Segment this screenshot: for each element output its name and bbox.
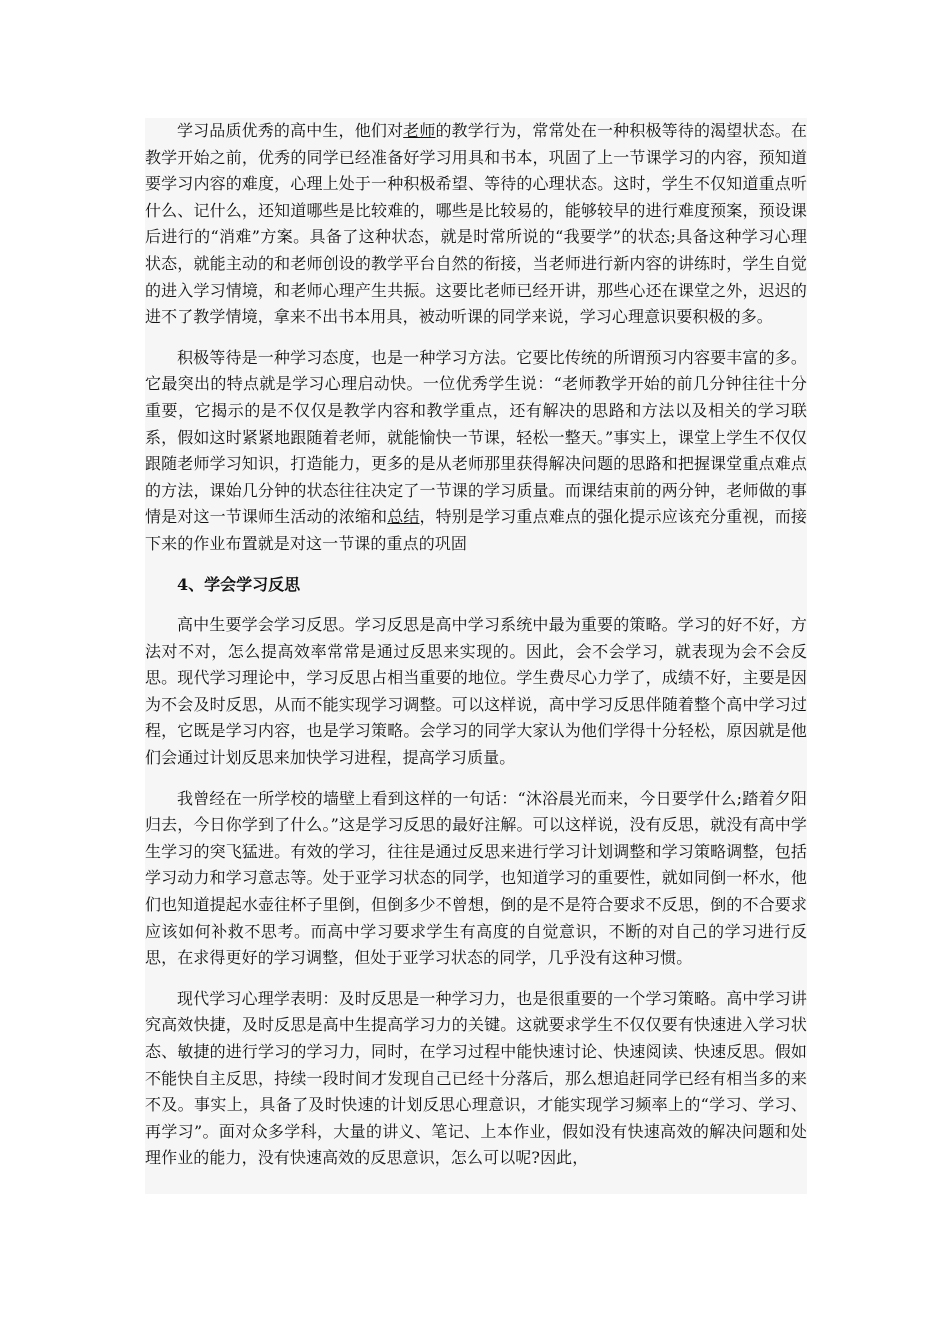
paragraph-3 (145, 612, 807, 772)
text-span: 积极等待是一种学习态度，也是一种学习方法。它要比传统的所谓预习内容要丰富的多。它最突出的特点就是学习心理启动快。一位优秀学生说：“老师教学开始的前几分钟往往十分重要，它揭示的是不仅仅是教学内容和教学重点，还有解决的思路和方法以及相关的学习联系，假如这时紧紧地跟随着老师，就能愉快一节课，轻松一整天。”事实上，课堂上学生不仅仅跟随老师学习知识，打造能力，更多的是从老师那里获得解决问题的思路和把握课堂重点难点的方法，课始几分钟的状态往往决定了一节课的学习质量。而课结束前的两分钟，老师做的事情是对这一节课师生活动的浓缩和 (145, 347, 807, 527)
text-span: 我曾经在一所学校的墙壁上看到这样的一句话：“沐浴晨光而来，今日要学什么;踏着夕阳归去，今日你学到了什么。”这是学习反思的最好注解。可以这样说，没有反思，就没有高中学生学习的突飞猛进。有效的学习，往往是通过反思来进行学习计划调整和学习策略调整，包括学习动力和学习意志等。处于亚学习状态的同学，也知道学习的重要性，就如同倒一杯水，他们也知道提起水壶往杯子里倒，但倒多少不曾想，倒的是不是符合要求不反思，倒的不合要求应该如何补救不思考。而高中学习要求学生有高度的自觉意识，不断的对自己的学习进行反思，在求得更好的学习调整，但处于亚学习状态的同学，几乎没有这种习惯。 (145, 788, 807, 968)
paragraph-2 (145, 345, 807, 558)
text-span: 的教学行为，常常处在一种积极等待的渴望状态。在教学开始之前，优秀的同学已经准备好学习用具和书本，巩固了上一节课学习的内容，预知道要学习内容的难度，心理上处于一种积极希望、等待的心理状态。这时，学生不仅知道重点听什么、记什么，还知道哪些是比较难的，哪些是比较易的，能够较早的进行难度预案，预设课后进行的“消难”方案。具备了这种状态，就是时常所说的“我要学”的状态;具备这种学习心理状态，就能主动的和老师创设的教学平台自然的衔接，当老师进行新内容的讲练时，学生自觉的进入学习情境，和老师心理产生共振。这要比老师已经开讲，那些心还在课堂之外，迟迟的进不了教学情境，拿来不出书本用具，被动听课的同学来说，学习心理意识要积极的多。 (145, 121, 807, 327)
paragraph-4 (145, 786, 807, 972)
paragraph-5 (145, 986, 807, 1172)
link-summary[interactable]: 总结 (387, 507, 420, 527)
article-body (145, 118, 807, 1194)
text-span: 高中生要学会学习反思。学习反思是高中学习系统中最为重要的策略。学习的好不好，方法对不对，怎么提高效率常常是通过反思来实现的。因此，会不会学习，就表现为会不会反思。现代学习理论中，学习反思占相当重要的地位。学生费尽心力学了，成绩不好，主要是因为不会及时反思，从而不能实现学习调整。可以这样说，高中学习反思伴随着整个高中学习过程，它既是学习内容，也是学习策略。会学习的同学大家认为他们学得十分轻松，原因就是他们会通过计划反思来加快学习进程，提高学习质量。 (145, 615, 807, 768)
paragraph-1 (145, 118, 807, 331)
section-heading: 4、学会学习反思 (177, 574, 301, 594)
text-span: ，特别是学习重点难点的强化提示应该充分重视，而接下来的作业布置就是对这一节课的重点的巩固 (145, 507, 807, 553)
text-span: 现代学习心理学表明：及时反思是一种学习力，也是很重要的一个学习策略。高中学习讲究高效快捷，及时反思是高中生提高学习力的关键。这就要求学生不仅仅要有快速进入学习状态、敏捷的进行学习的学习力，同时，在学习过程中能快速讨论、快速阅读、快速反思。假如不能快自主反思，持续一段时间才发现自己已经十分落后，那么想追赶同学已经有相当多的来不及。事实上，具备了及时快速的计划反思心理意识，才能实现学习频率上的“学习、学习、再学习”。面对众多学科，大量的讲义、笔记、上本作业，假如没有快速高效的解决问题和处理作业的能力，没有快速高效的反思意识，怎么可以呢?因此， (145, 988, 807, 1168)
link-teacher[interactable]: 老师 (403, 121, 436, 140)
text-span: 学习品质优秀的高中生，他们对 (177, 121, 404, 140)
